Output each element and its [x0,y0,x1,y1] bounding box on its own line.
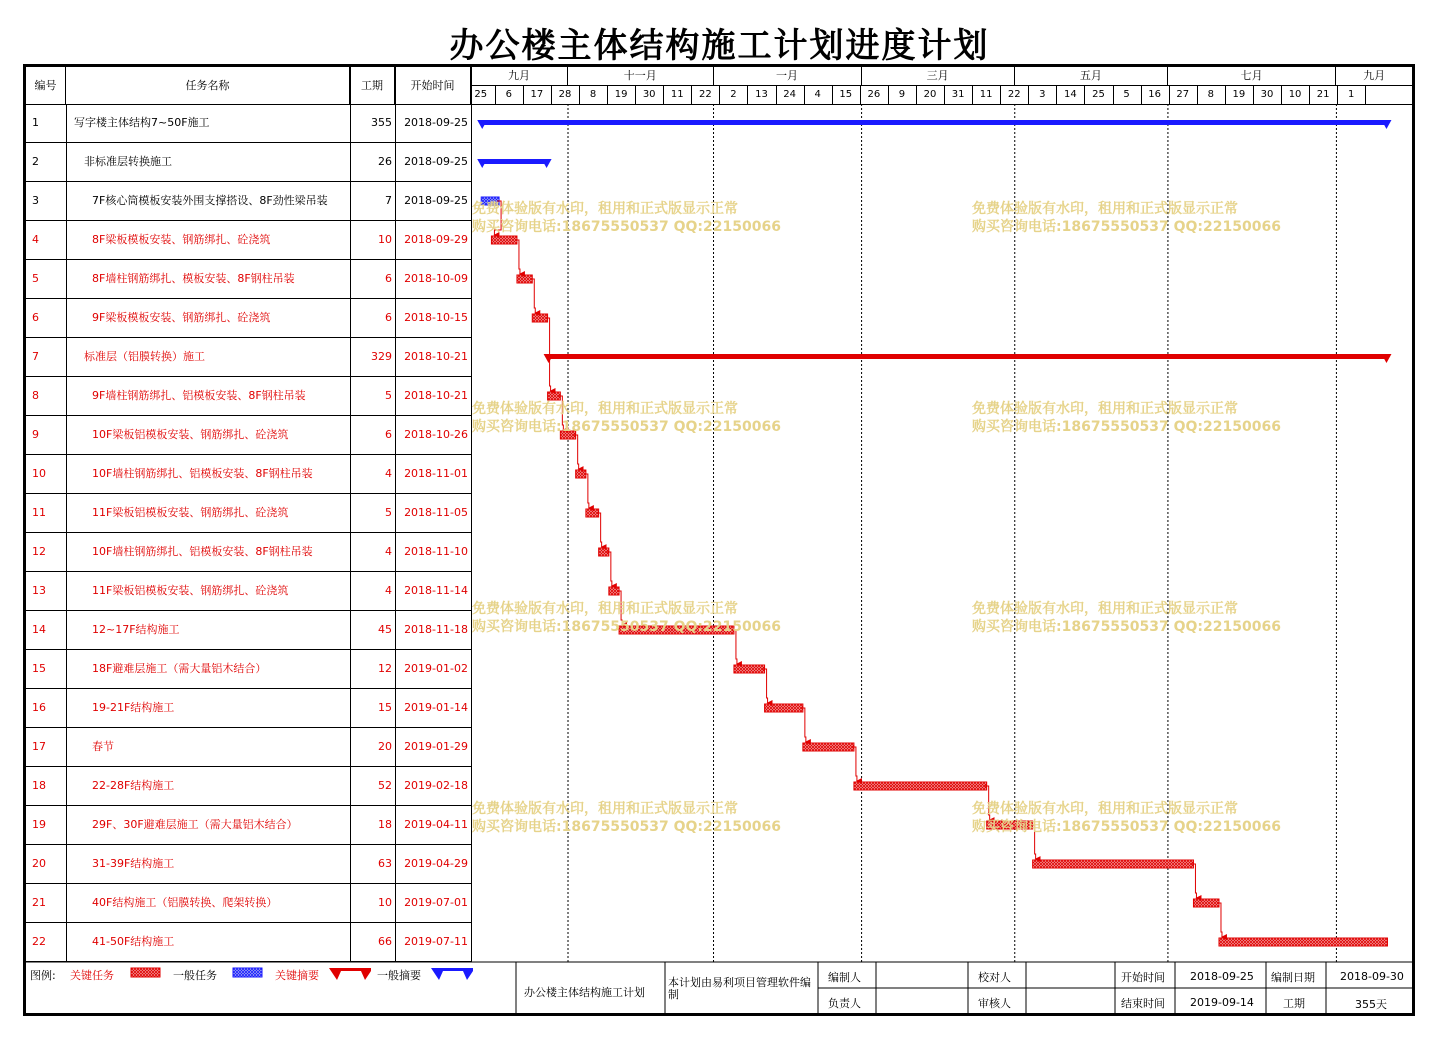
task-bar [1193,899,1219,907]
footer-editor-label: 编制人 [828,971,861,984]
col-header-name[interactable]: 任务名称 [66,66,350,104]
task-start: 2018-11-18 [404,623,468,636]
watermark-line2: 购买咨询电话:18675550537 QQ:22150066 [472,419,781,435]
task-name: 40F结构施工（铝膜转换、爬架转换） [92,896,278,909]
task-name: 18F避难层施工（需大量铝木结合） [92,662,267,675]
day-tick-label: 20 [916,86,945,104]
day-tick-label: 5 [1113,86,1142,104]
watermark-line2: 购买咨询电话:18675550537 QQ:22150066 [972,219,1281,235]
dependency-arrow [852,747,857,781]
dependency-arrow [1031,825,1036,859]
task-id: 6 [32,311,39,324]
task-id: 8 [32,389,39,402]
task-name: 7F核心筒模板安装外围支撑搭设、8F劲性梁吊装 [92,194,328,207]
footer-software-note: 本计划由易利项目管理软件编制 [668,976,811,1001]
task-duration: 52 [378,779,392,792]
task-duration: 6 [385,272,392,285]
task-name: 29F、30F避难层施工（需大量铝木结合） [92,818,298,831]
footer-checker-label: 校对人 [978,971,1011,984]
footer-duration-value: 355天 [1355,998,1387,1011]
footer-date-value: 2018-09-30 [1340,970,1404,983]
table-gridline [471,66,472,962]
legend-critical-summary-swatch [329,968,371,980]
task-name: 22-28F结构施工 [92,779,175,792]
task-id: 21 [32,896,46,909]
legend-normal-task-label: 一般任务 [173,969,217,982]
day-tick-label: 31 [944,86,973,104]
task-bar [1033,860,1194,868]
col-header-start[interactable]: 开始时间 [395,66,471,104]
day-tick-label: 22 [1000,86,1029,104]
task-duration: 26 [378,155,392,168]
footer-duration-label: 工期 [1283,997,1305,1010]
task-id: 16 [32,701,46,714]
task-name: 11F梁板铝模板安装、钢筋绑扎、砼浇筑 [92,506,289,519]
task-start: 2019-07-11 [404,935,468,948]
task-bar [987,821,1033,829]
summary-bar [481,120,1387,125]
task-bar [734,665,765,673]
task-id: 10 [32,467,46,480]
dependency-arrow [530,279,535,313]
day-tick-label: 11 [972,86,1001,104]
task-duration: 4 [385,545,392,558]
task-duration: 6 [385,311,392,324]
watermark-line1: 免费体验版有水印，租用和正式版显示正常 [972,601,1238,617]
dependency-arrow [574,435,579,469]
task-duration: 355 [371,116,392,129]
dependency-arrow [584,474,589,508]
legend-normal-summary-swatch [431,968,473,980]
month-label: 一月 [714,67,862,85]
task-id: 19 [32,818,46,831]
footer-plan-name: 办公楼主体结构施工计划 [524,986,645,999]
month-day-divider [471,85,1413,86]
dependency-arrow [801,708,806,742]
task-bar [803,743,854,751]
task-bar [532,314,547,322]
watermark-line2: 购买咨询电话:18675550537 QQ:22150066 [472,219,781,235]
task-name: 8F梁板模板安装、钢筋绑扎、砼浇筑 [92,233,271,246]
col-header-duration[interactable]: 工期 [350,66,395,104]
watermark-line2: 购买咨询电话:18675550537 QQ:22150066 [472,819,781,835]
task-start: 2018-10-09 [404,272,468,285]
dependency-arrow [515,240,520,274]
footer-start-label: 开始时间 [1121,971,1165,984]
task-duration: 4 [385,467,392,480]
task-start: 2019-04-29 [404,857,468,870]
legend-normal-summary-label: 一般摘要 [377,969,421,982]
task-id: 20 [32,857,46,870]
task-name: 写字楼主体结构7~50F施工 [74,116,210,129]
task-duration: 18 [378,818,392,831]
dependency-arrow [617,591,622,625]
day-tick-label: 10 [1281,86,1310,104]
task-duration: 15 [378,701,392,714]
month-label: 七月 [1168,67,1336,85]
day-tick-label: 16 [1141,86,1170,104]
task-duration: 329 [371,350,392,363]
watermark-line1: 免费体验版有水印，租用和正式版显示正常 [972,401,1238,417]
dependency-arrow [607,552,612,586]
task-bar [560,431,575,439]
day-tick-label: 28 [551,86,580,104]
day-tick-label: 8 [1197,86,1226,104]
task-id: 14 [32,623,46,636]
table-gridline [350,66,351,962]
day-tick-label: 4 [804,86,833,104]
task-name: 9F墙柱钢筋绑扎、铝模板安装、8F钢柱吊装 [92,389,306,402]
task-bar [491,236,517,244]
footer-manager-label: 负责人 [828,997,861,1010]
dependency-arrow [1191,864,1196,898]
footer-reviewer-label: 审核人 [978,997,1011,1010]
task-start: 2019-07-01 [404,896,468,909]
task-start: 2019-01-14 [404,701,468,714]
table-gridline [395,66,396,962]
watermark-line2: 购买咨询电话:18675550537 QQ:22150066 [972,619,1281,635]
task-bar [1219,938,1387,946]
summary-bar [481,159,547,164]
task-start: 2018-09-25 [404,155,468,168]
day-tick-label: 21 [1309,86,1338,104]
task-start: 2019-01-29 [404,740,468,753]
footer-end-value: 2019-09-14 [1190,996,1254,1009]
task-name: 19-21F结构施工 [92,701,175,714]
day-tick-label: 24 [776,86,805,104]
task-id: 7 [32,350,39,363]
footer-end-label: 结束时间 [1121,997,1165,1010]
month-label: 十一月 [568,67,714,85]
task-duration: 5 [385,389,392,402]
legend-critical-task-swatch [131,968,160,977]
task-id: 3 [32,194,39,207]
task-duration: 4 [385,584,392,597]
day-tick-label: 3 [1028,86,1057,104]
task-id: 17 [32,740,46,753]
page-title: 办公楼主体结构施工计划进度计划 [449,26,990,66]
month-label: 三月 [862,67,1015,85]
day-tick-label: 19 [1225,86,1254,104]
task-id: 11 [32,506,46,519]
dependency-arrow [763,669,768,703]
footer-date-label: 编制日期 [1271,971,1315,984]
task-start: 2018-10-21 [404,389,468,402]
task-id: 2 [32,155,39,168]
task-start: 2019-01-02 [404,662,468,675]
task-name: 10F墙柱钢筋绑扎、铝模板安装、8F钢柱吊装 [92,545,313,558]
task-bar [517,275,532,283]
task-name: 8F墙柱钢筋绑扎、模板安装、8F钢柱吊装 [92,272,295,285]
day-tick-label: 8 [579,86,608,104]
task-name: 非标准层转换施工 [84,155,172,168]
day-tick-label: 30 [1253,86,1282,104]
month-label: 九月 [471,67,568,85]
task-name: 10F梁板铝模板安装、钢筋绑扎、砼浇筑 [92,428,289,441]
day-tick-label: 11 [663,86,692,104]
watermark-line1: 免费体验版有水印，租用和正式版显示正常 [472,801,738,817]
watermark-line1: 免费体验版有水印，租用和正式版显示正常 [972,201,1238,217]
day-tick-label: 19 [607,86,636,104]
task-start: 2018-10-15 [404,311,468,324]
task-duration: 7 [385,194,392,207]
dependency-arrow [1217,903,1222,937]
day-tick-label: 30 [635,86,664,104]
task-start: 2019-02-18 [404,779,468,792]
day-tick-label: 1 [1337,86,1366,104]
day-tick-label: 14 [1056,86,1085,104]
day-tick-label: 22 [691,86,720,104]
task-start: 2018-10-21 [404,350,468,363]
task-duration: 6 [385,428,392,441]
dependency-arrow [732,630,737,664]
task-id: 5 [32,272,39,285]
watermark-line1: 免费体验版有水印，租用和正式版显示正常 [472,401,738,417]
task-start: 2018-11-01 [404,467,468,480]
task-name: 12~17F结构施工 [92,623,180,636]
task-duration: 20 [378,740,392,753]
day-tick-label: 15 [832,86,861,104]
task-duration: 5 [385,506,392,519]
task-bar [481,197,499,205]
day-tick-label: 17 [523,86,552,104]
task-start: 2018-11-14 [404,584,468,597]
task-duration: 66 [378,935,392,948]
task-start: 2018-10-26 [404,428,468,441]
col-header-id[interactable]: 编号 [26,66,66,104]
task-id: 18 [32,779,46,792]
day-tick-label: 25 [467,86,496,104]
task-id: 22 [32,935,46,948]
day-tick-label: 13 [748,86,777,104]
dependency-arrow [597,513,602,547]
summary-bar [548,354,1388,359]
watermark-line1: 免费体验版有水印，租用和正式版显示正常 [472,601,738,617]
dependency-arrow [985,786,990,820]
day-tick-label: 25 [1085,86,1114,104]
legend-critical-task-label: 关键任务 [70,969,114,982]
footer-start-value: 2018-09-25 [1190,970,1254,983]
task-id: 12 [32,545,46,558]
task-start: 2018-09-29 [404,233,468,246]
task-start: 2018-09-25 [404,116,468,129]
table-gridline [66,104,67,962]
watermark-line1: 免费体验版有水印，租用和正式版显示正常 [472,201,738,217]
month-label: 五月 [1015,67,1168,85]
watermark-line2: 购买咨询电话:18675550537 QQ:22150066 [972,819,1281,835]
task-start: 2018-11-10 [404,545,468,558]
task-id: 13 [32,584,46,597]
header-divider [26,104,1413,105]
task-id: 4 [32,233,39,246]
task-id: 15 [32,662,46,675]
task-bar [765,704,803,712]
task-duration: 12 [378,662,392,675]
task-name: 11F梁板铝模板安装、钢筋绑扎、砼浇筑 [92,584,289,597]
task-name: 31-39F结构施工 [92,857,175,870]
task-duration: 10 [378,896,392,909]
month-label: 九月 [1336,67,1413,85]
watermark-line1: 免费体验版有水印，租用和正式版显示正常 [972,801,1238,817]
day-tick-label: 6 [495,86,524,104]
task-id: 9 [32,428,39,441]
watermark-line2: 购买咨询电话:18675550537 QQ:22150066 [472,619,781,635]
task-id: 1 [32,116,39,129]
legend-critical-summary-label: 关键摘要 [275,969,319,982]
task-bar [854,782,987,790]
day-tick-label: 27 [1169,86,1198,104]
task-duration: 63 [378,857,392,870]
task-name: 标准层（铝膜转换）施工 [84,350,205,363]
legend-normal-task-swatch [233,968,262,977]
task-start: 2018-09-25 [404,194,468,207]
task-name: 9F梁板模板安装、钢筋绑扎、砼浇筑 [92,311,271,324]
day-tick-label: 26 [860,86,889,104]
task-bar [619,626,734,634]
task-name: 春节 [92,740,114,753]
task-start: 2018-11-05 [404,506,468,519]
legend-label: 图例: [30,969,56,982]
task-name: 41-50F结构施工 [92,935,175,948]
task-start: 2019-04-11 [404,818,468,831]
task-duration: 10 [378,233,392,246]
dependency-arrow [494,201,501,235]
day-tick-label: 2 [719,86,748,104]
task-duration: 45 [378,623,392,636]
watermark-line2: 购买咨询电话:18675550537 QQ:22150066 [972,419,1281,435]
day-tick-label: 9 [888,86,917,104]
dependency-arrow [558,396,563,430]
task-name: 10F墙柱钢筋绑扎、铝模板安装、8F钢柱吊装 [92,467,313,480]
